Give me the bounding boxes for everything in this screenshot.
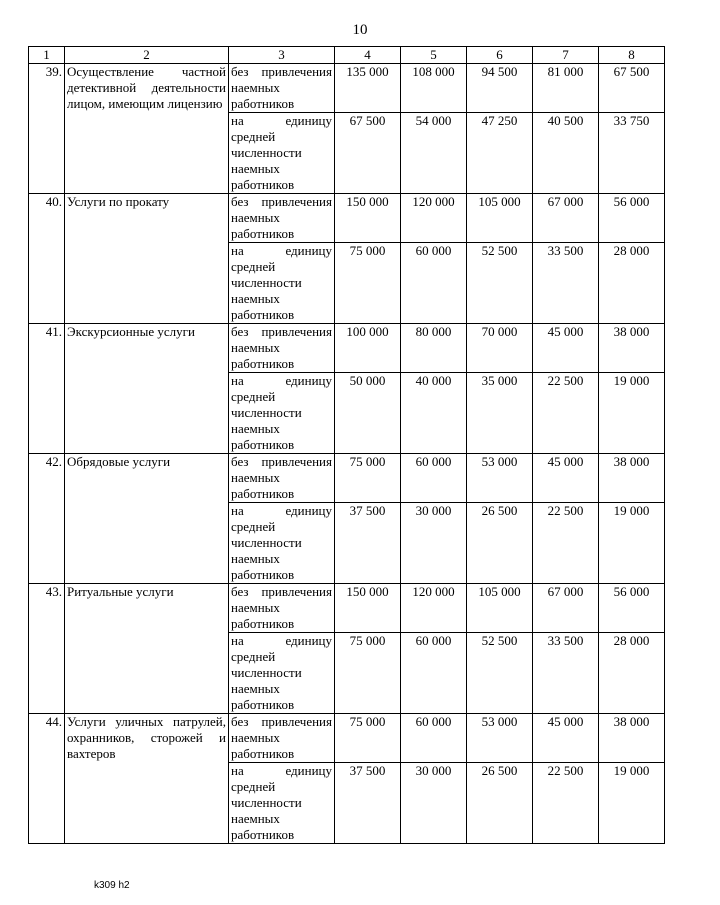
rate-value: 105 000 xyxy=(467,584,533,633)
rate-value: 19 000 xyxy=(599,503,665,584)
row-number: 41. xyxy=(29,324,65,454)
row-number: 39. xyxy=(29,64,65,194)
rate-value: 60 000 xyxy=(401,633,467,714)
row-number: 44. xyxy=(29,714,65,844)
page-number: 10 xyxy=(352,22,368,38)
rate-value: 54 000 xyxy=(401,113,467,194)
column-header: 4 xyxy=(335,47,401,64)
rate-value: 75 000 xyxy=(335,243,401,324)
column-header: 1 xyxy=(29,47,65,64)
rate-value: 22 500 xyxy=(533,763,599,844)
rate-value: 28 000 xyxy=(599,243,665,324)
column-header: 5 xyxy=(401,47,467,64)
rate-value: 40 000 xyxy=(401,373,467,454)
rate-value: 45 000 xyxy=(533,454,599,503)
rate-value: 30 000 xyxy=(401,763,467,844)
rate-value: 38 000 xyxy=(599,714,665,763)
row-number: 43. xyxy=(29,584,65,714)
rate-value: 37 500 xyxy=(335,763,401,844)
rate-value: 75 000 xyxy=(335,454,401,503)
condition-label: без привлечения наемных работников xyxy=(229,584,335,633)
rate-value: 67 000 xyxy=(533,194,599,243)
rate-value: 19 000 xyxy=(599,373,665,454)
rate-value: 60 000 xyxy=(401,243,467,324)
condition-label: на единицу средней численности наемных работников xyxy=(229,763,335,844)
rate-value: 50 000 xyxy=(335,373,401,454)
rate-value: 30 000 xyxy=(401,503,467,584)
condition-label: без привлечения наемных работников xyxy=(229,64,335,113)
service-name: Услуги по прокату xyxy=(65,194,229,324)
service-name: Ритуальные услуги xyxy=(65,584,229,714)
rate-value: 26 500 xyxy=(467,763,533,844)
rate-value: 75 000 xyxy=(335,714,401,763)
rate-value: 53 000 xyxy=(467,454,533,503)
rate-value: 38 000 xyxy=(599,324,665,373)
row-number: 42. xyxy=(29,454,65,584)
rate-value: 22 500 xyxy=(533,373,599,454)
rate-value: 37 500 xyxy=(335,503,401,584)
rate-value: 38 000 xyxy=(599,454,665,503)
condition-label: без привлечения наемных работников xyxy=(229,324,335,373)
rate-value: 150 000 xyxy=(335,194,401,243)
rate-value: 56 000 xyxy=(599,584,665,633)
rate-value: 150 000 xyxy=(335,584,401,633)
table-row xyxy=(29,584,665,633)
column-number-row xyxy=(29,47,665,64)
table-row xyxy=(29,64,665,113)
rate-value: 60 000 xyxy=(401,454,467,503)
row-number: 40. xyxy=(29,194,65,324)
rate-value: 22 500 xyxy=(533,503,599,584)
table-row xyxy=(29,324,665,373)
rate-value: 67 500 xyxy=(599,64,665,113)
condition-label: на единицу средней численности наемных работников xyxy=(229,243,335,324)
rate-value: 70 000 xyxy=(467,324,533,373)
table-row xyxy=(29,194,665,243)
rate-value: 45 000 xyxy=(533,324,599,373)
column-header: 3 xyxy=(229,47,335,64)
rate-value: 33 750 xyxy=(599,113,665,194)
condition-label: без привлечения наемных работников xyxy=(229,194,335,243)
service-name: Экскурсионные услуги xyxy=(65,324,229,454)
rate-value: 135 000 xyxy=(335,64,401,113)
rate-value: 26 500 xyxy=(467,503,533,584)
column-header: 7 xyxy=(533,47,599,64)
rate-value: 67 500 xyxy=(335,113,401,194)
rate-value: 47 250 xyxy=(467,113,533,194)
rate-value: 120 000 xyxy=(401,584,467,633)
rate-value: 52 500 xyxy=(467,633,533,714)
condition-label: без привлечения наемных работников xyxy=(229,454,335,503)
rate-value: 33 500 xyxy=(533,243,599,324)
rate-value: 100 000 xyxy=(335,324,401,373)
service-name: Обрядовые услуги xyxy=(65,454,229,584)
condition-label: на единицу средней численности наемных работников xyxy=(229,503,335,584)
rate-value: 45 000 xyxy=(533,714,599,763)
condition-label: без привлечения наемных работников xyxy=(229,714,335,763)
tariff-table xyxy=(28,46,665,844)
rate-value: 28 000 xyxy=(599,633,665,714)
condition-label: на единицу средней численности наемных работников xyxy=(229,373,335,454)
rate-value: 19 000 xyxy=(599,763,665,844)
service-name: Осуществление частной детективной деятельности лицом, имеющим лицензию xyxy=(65,64,229,194)
column-header: 6 xyxy=(467,47,533,64)
rate-value: 80 000 xyxy=(401,324,467,373)
rate-value: 108 000 xyxy=(401,64,467,113)
rate-value: 120 000 xyxy=(401,194,467,243)
rate-value: 81 000 xyxy=(533,64,599,113)
rate-value: 56 000 xyxy=(599,194,665,243)
rate-value: 35 000 xyxy=(467,373,533,454)
rate-value: 94 500 xyxy=(467,64,533,113)
column-header: 8 xyxy=(599,47,665,64)
document-code: k309 h2 xyxy=(94,880,130,891)
service-name: Услуги уличных патрулей, охранников, сторожей и вахтеров xyxy=(65,714,229,844)
rate-value: 53 000 xyxy=(467,714,533,763)
rate-value: 60 000 xyxy=(401,714,467,763)
table-row xyxy=(29,454,665,503)
condition-label: на единицу средней численности наемных работников xyxy=(229,633,335,714)
table-row xyxy=(29,714,665,763)
column-header: 2 xyxy=(65,47,229,64)
condition-label: на единицу средней численности наемных работников xyxy=(229,113,335,194)
rate-value: 33 500 xyxy=(533,633,599,714)
rate-value: 40 500 xyxy=(533,113,599,194)
rate-value: 75 000 xyxy=(335,633,401,714)
rate-value: 105 000 xyxy=(467,194,533,243)
rate-value: 52 500 xyxy=(467,243,533,324)
rate-value: 67 000 xyxy=(533,584,599,633)
